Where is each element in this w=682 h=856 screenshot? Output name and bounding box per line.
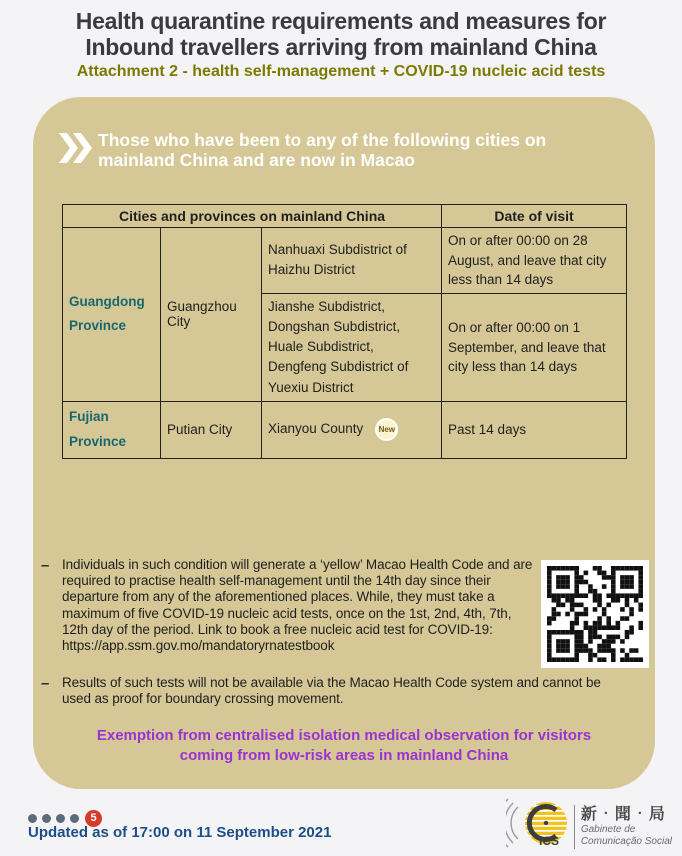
- cell-district-yuexiu: Jianshe Subdistrict, Dongshan Subdistrict, Huale Subdistrict, Dengfeng Subdistrict of Yuexiu District: [262, 293, 442, 401]
- table-row: [63, 401, 627, 458]
- qr-code-pattern: [547, 566, 643, 662]
- page-title-line1: Health quarantine requirements and measures for: [75, 8, 607, 34]
- note-health-code-text: Individuals in such condition will generate a ‘yellow’ Macao Health Code and are required to practise health self-management until the 14th day since their departure from any of the aforementioned places. While, they must take a maximum of five COVID-19 nucleic acid tests, once on the 1st, 2nd, 4th, 7th, 12th day of the period. Link to book a free nucleic acid test for COVID-19: https://app.ssm.gov.mo/mandatoryrnatestbook: [62, 557, 533, 653]
- dash-bullet: –: [41, 675, 50, 692]
- cell-date-past14: Past 14 days: [442, 401, 627, 458]
- panel-heading: [59, 130, 546, 171]
- panel-heading-line2: mainland China and are now in Macao: [98, 150, 415, 171]
- dash-bullet: –: [41, 557, 50, 574]
- cell-city-putian: Putian City: [161, 401, 262, 458]
- header-date: Date of visit: [442, 205, 627, 228]
- gcs-chinese-name: 新‧聞‧局: [580, 805, 666, 823]
- page-dot: [56, 814, 65, 823]
- table-row: [63, 228, 627, 294]
- page-dot: [42, 814, 51, 823]
- logo-divider: [574, 805, 575, 849]
- note-results: [41, 675, 623, 707]
- page-dot: [70, 814, 79, 823]
- cell-district-nanhuaxi: Nanhuaxi Subdistrict of Haizhu District: [262, 228, 442, 294]
- header-cities: Cities and provinces on mainland China: [63, 205, 442, 228]
- new-badge: New: [375, 418, 398, 441]
- cities-table: [62, 204, 627, 459]
- panel-heading-text: [98, 130, 546, 171]
- note-health-code: [41, 557, 533, 654]
- page-title: [0, 9, 682, 61]
- gcs-logo: [506, 797, 672, 856]
- table-header-row: [63, 205, 627, 228]
- cell-date-1sep: On or after 00:00 on 1 September, and leave that city less than 14 days: [442, 293, 627, 401]
- gcs-portuguese-name-line1: Gabinete de: [580, 824, 636, 836]
- gcs-logo-mark: [506, 797, 570, 856]
- gcs-logo-text: [581, 805, 672, 848]
- gcs-portuguese-name-line2: Comunicação Social: [580, 836, 672, 848]
- exemption-note: Exemption from centralised isolation medical observation for visitors coming from low-risk areas in mainland China: [96, 727, 592, 765]
- cell-province-fujian: Fujian Province: [63, 401, 161, 458]
- current-page-badge: 5: [85, 810, 102, 827]
- cell-city-guangzhou: Guangzhou City: [161, 228, 262, 402]
- updated-timestamp: Updated as of 17:00 on 11 September 2021: [28, 824, 332, 841]
- note-results-text: Results of such tests will not be available via the Macao Health Code system and cannot be used as proof for boundary crossing movement.: [62, 675, 601, 707]
- gcs-acronym: ICS: [538, 834, 559, 848]
- page-subtitle: Attachment 2 - health self-management + COVID-19 nucleic acid tests: [76, 63, 606, 80]
- xianyou-county-label: Xianyou County: [268, 421, 364, 437]
- qr-code: [541, 560, 649, 668]
- page-title-line2: Inbound travellers arriving from mainland China: [85, 33, 597, 60]
- cell-date-28aug: On or after 00:00 on 28 August, and leave that city less than 14 days: [442, 228, 627, 294]
- cell-province-guangdong: Guangdong Province: [63, 228, 161, 402]
- panel-heading-line1: Those who have been to any of the following cities on: [98, 130, 547, 150]
- cell-district-xianyou: [262, 401, 442, 458]
- double-chevron-icon: [59, 132, 93, 169]
- page-dot: [28, 814, 37, 823]
- content-panel: [33, 97, 655, 789]
